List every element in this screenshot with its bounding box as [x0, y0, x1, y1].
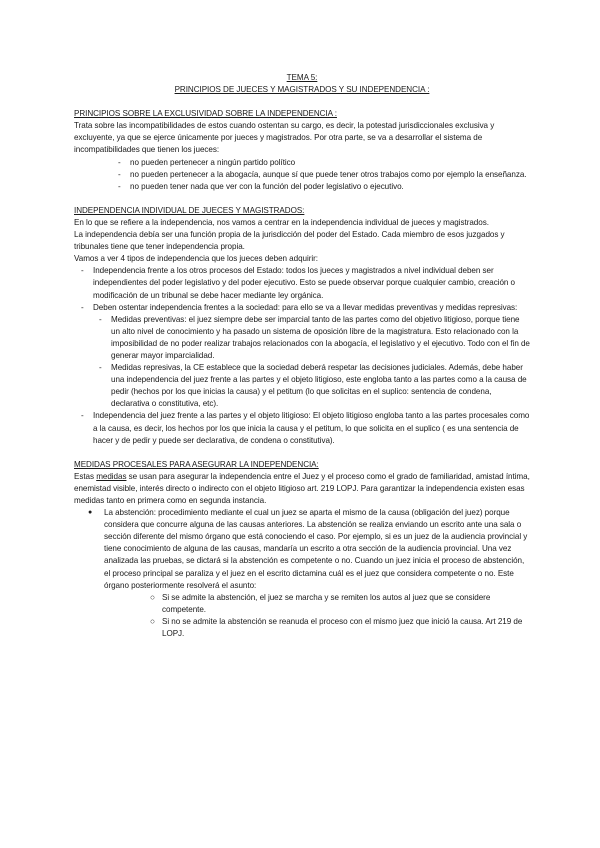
document-title-line1: TEMA 5: [286, 73, 318, 82]
section3-paragraph-lead: Estas [74, 471, 94, 481]
list-item [74, 410, 530, 446]
list-item [74, 181, 530, 193]
list-item [74, 169, 530, 181]
section1-heading: PRINCIPIOS SOBRE LA EXCLUSIVIDAD SOBRE LA INDEPENDENCIA : [74, 109, 337, 119]
section3-paragraph-rest: se usan para asegurar la independencia entre el Juez y el proceso como el grado de familiaridad, amistad íntima, enemistad visible, interés directo o indirecto con el objeto litigioso art. 219 LOPJ. Para garantizar la independencia existen esas medidas tanto en primera como en segunda instancia. [74, 471, 530, 505]
list-item-text: no pueden pertenecer a ningún partido político [130, 157, 296, 167]
document-body [74, 72, 530, 640]
section3-heading: MEDIDAS PROCESALES PARA ASEGURAR LA INDEPENDENCIA: [74, 459, 319, 469]
circle-icon: ○ [150, 616, 155, 626]
list-item-text: no pueden tener nada que ver con la función del poder legislativo o ejecutivo. [130, 181, 404, 191]
sublist-item [144, 616, 530, 640]
dash-icon: - [118, 157, 121, 167]
dash-icon: - [99, 314, 102, 324]
section2-sublist [93, 314, 530, 411]
sublist-item-text: Si no se admite la abstención se reanuda el proceso con el mismo juez que inició la causa. Art 219 de LOPJ. [162, 616, 523, 639]
list-item-text: no pueden pertenecer a la abogacía, aunque sí que puede tener otros trabajos como por ejemplo la enseñanza. [130, 169, 527, 179]
bullet-icon: ● [88, 509, 93, 517]
section1-list [74, 157, 530, 193]
list-item [74, 302, 530, 411]
dash-icon: - [81, 411, 84, 421]
section3-sublist [104, 592, 530, 640]
section2-paragraph-3: Vamos a ver 4 tipos de independencia que los jueces deben adquirir: [74, 254, 318, 264]
section2-paragraph-1: En lo que se refiere a la independencia, nos vamos a centrar en la independencia individual de jueces y magistrados. [74, 217, 489, 227]
sublist-item-text: Medidas preventivas: el juez siempre debe ser imparcial tanto de las partes como del objetivo litigioso, porque tiene un alto nivel de conocimiento y ha pasado un sistema de oposición libre de la magistratura. Esto relacionado con la imposibilidad de no poder realizar trabajos relacionados con la abogacía, el legislativo y el ejecutivo. Todo con el fin de generar mayor imparcialidad. [111, 314, 530, 360]
list-item [74, 157, 530, 169]
list-item [74, 265, 530, 301]
document-title-line2: PRINCIPIOS DE JUECES Y MAGISTRADOS Y SU INDEPENDENCIA : [174, 85, 430, 95]
section2-paragraph-2: La independencia debía ser una función propia de la jurisdicción del poder del Estado. Cada miembro de esos juzgados y tribunales tiene que tener independencia propia. [74, 230, 505, 252]
sublist-item [93, 362, 530, 410]
list-item [74, 507, 530, 640]
list-item-text: Independencia frente a los otros procesos del Estado: todos los jueces y magistrados a nivel individual deben ser independientes del poder legislativo y del poder ejecutivo. Esto se puede observar porque cualquier cambio, creación o modificación de un tribunal se debe hacer mediante ley orgánica. [93, 266, 515, 300]
dash-icon: - [118, 169, 121, 179]
sublist-item [144, 592, 530, 616]
sublist-item-text: Si se admite la abstención, el juez se marcha y se remiten los autos al juez que se considere competente. [162, 592, 491, 614]
dash-icon: - [118, 181, 121, 191]
medidas-link[interactable]: medidas [96, 471, 127, 481]
section2-list [74, 265, 530, 446]
section1-intro: Trata sobre las incompatibilidades de estos cuando ostentan su cargo, es decir, la potestad jurisdiccionales exclusiva y excluyente, ya que se ejerce únicamente por jueces y magistrados. Por otra parte, se va a desarrollar el sistema de incompatibilidades que tienen los jueces: [74, 121, 495, 155]
section3-list [74, 507, 530, 640]
list-item-text: La abstención: procedimiento mediante el cual un juez se aparta el mismo de la causa (obligación del juez) porque considera que concurre alguna de las causas anteriores. La abstención se realiza enviando un escrito ante una sala o sección diferente del mismo órgano que está conociendo el caso. Por ejemplo, si es un juez de la audiencia provincial y tiene conocimiento de alguna de las causas, mandaría un escrito a otra sección de la audiencia provincial. Una vez analizada las pruebas, se dictará si la abstención es competente o no. Cuando un juez inicia el proceso de abstención, el proceso principal se paraliza y el juez en el escrito dictamina cuál es el juez que considera competente o no. Este órgano posteriormente resolverá el asunto: [104, 508, 528, 590]
dash-icon: - [81, 266, 84, 276]
dash-icon: - [99, 363, 102, 373]
list-item-text: Independencia del juez frente a las partes y el objeto litigioso: El objeto litigioso engloba tanto a las partes procesales como a la causa, es decir, los hechos por los que inicia la causa y el petitum, lo que solicita en el suplico ( es una sentencia de hacer y de pedir y puede ser declarativa, de condena o constitutiva). [93, 411, 530, 445]
dash-icon: - [81, 302, 84, 312]
section2-heading: INDEPENDENCIA INDIVIDUAL DE JUECES Y MAGISTRADOS: [74, 205, 305, 215]
section3-paragraph [74, 471, 530, 507]
circle-icon: ○ [150, 592, 155, 602]
sublist-item-text: Medidas represivas, la CE establece que la sociedad deberá respetar las decisiones judiciales. Además, debe haber una independencia del juez frente a las partes y el objeto litigioso, este engloba tanto a las partes como a la causa de pedir (hechos por los que inicias la causa) y el petitum (lo que solicitas en el suplico: sentencia de condena, declarativa o constitutiva, etc). [111, 363, 527, 409]
list-item-text: Deben ostentar independencia frentes a la sociedad: para ello se va a llevar medidas preventivas y medidas represivas: [93, 302, 518, 312]
sublist-item [93, 314, 530, 362]
